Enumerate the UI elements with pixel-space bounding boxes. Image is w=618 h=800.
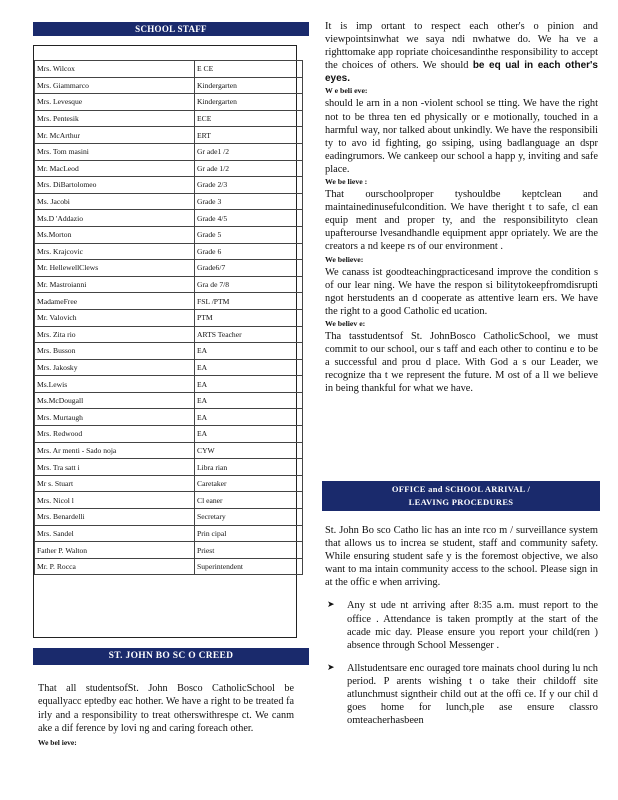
staff-row: [35, 492, 303, 509]
staff-row: [35, 542, 303, 559]
office-bullet: [325, 599, 598, 651]
staff-name: Mrs. Busson: [35, 343, 195, 360]
staff-role: Secretary: [195, 509, 303, 526]
office-title-line-2: LEAVING PROCEDURES: [408, 497, 514, 507]
staff-name: Mrs. Redwood: [35, 426, 195, 443]
staff-role: Grade 6: [195, 243, 303, 260]
staff-name: Father P. Walton: [35, 542, 195, 559]
staff-row: [35, 177, 303, 194]
office-bullet-text: Allstudentsare enc ouraged tore mainats chool during lu nch period. P arents wishing t o take their childoff site atlunchmust signtheir child out at the offi ce. If y our chil d goes home for lunch,ple ase ensure classro omteacherhasbeen: [347, 662, 598, 727]
staff-role: Priest: [195, 542, 303, 559]
staff-name: Mr. McArthur: [35, 127, 195, 144]
staff-role: EA: [195, 426, 303, 443]
staff-table: [34, 60, 303, 575]
staff-row: [35, 61, 303, 78]
belief-label-3: We believe:: [325, 254, 364, 264]
creed-we-believe-label: We bel ieve:: [38, 737, 77, 747]
staff-role: EA: [195, 343, 303, 360]
staff-name: Mrs. Pentesik: [35, 110, 195, 127]
staff-role: Caretaker: [195, 475, 303, 492]
staff-role: ARTS Teacher: [195, 326, 303, 343]
staff-row: [35, 459, 303, 476]
staff-name: Mrs. Nicol l: [35, 492, 195, 509]
staff-name: Mrs. Jakosky: [35, 359, 195, 376]
staff-name: Ms.Morton: [35, 226, 195, 243]
staff-role: Libra rian: [195, 459, 303, 476]
staff-row: [35, 426, 303, 443]
creed-paragraph: [38, 682, 294, 749]
staff-role: Grade 4/5: [195, 210, 303, 227]
staff-row: [35, 160, 303, 177]
staff-name: Mrs. Tom masini: [35, 143, 195, 160]
staff-role: EA: [195, 359, 303, 376]
staff-row: [35, 409, 303, 426]
staff-name: Mrs. Murtaugh: [35, 409, 195, 426]
staff-row: [35, 392, 303, 409]
staff-row: [35, 475, 303, 492]
staff-role: Kindergarten: [195, 77, 303, 94]
belief-text-2: That ourschoolproper tyshouldbe keptclean and maintainedinusefulcondition. We have theright t to safe, cl ean equip ment and proper ty, and the responsibilityto clean upafterourse lvesandhandle equipment appr opriately. We are the creators a nd keepe rs of our environment .: [325, 189, 598, 253]
staff-role: Grade 5: [195, 226, 303, 243]
staff-role: Grade6/7: [195, 260, 303, 277]
staff-role: Grade 3: [195, 193, 303, 210]
staff-name: Mrs. Krajcovic: [35, 243, 195, 260]
arrow-bullet-icon: ➤: [327, 600, 335, 611]
staff-name: Mr. P. Rocca: [35, 558, 195, 575]
staff-role: ECE: [195, 110, 303, 127]
staff-role: Gr ade1 /2: [195, 143, 303, 160]
staff-role: Superintendent: [195, 558, 303, 575]
staff-role: Cl eaner: [195, 492, 303, 509]
office-bullet-text: Any st ude nt arriving after 8:35 a.m. must report to the office . Attendance is taken promptly at the start of the acade mic day. Please ensure you report your child(ren ) absence through School Messenger .: [347, 600, 598, 651]
staff-role: Grade 2/3: [195, 177, 303, 194]
staff-row: [35, 525, 303, 542]
arrow-bullet-icon: ➤: [327, 662, 335, 673]
staff-row: [35, 326, 303, 343]
staff-row: [35, 94, 303, 111]
belief-label-1: W e beli eve:: [325, 86, 368, 96]
staff-role: EA: [195, 392, 303, 409]
staff-row: [35, 226, 303, 243]
school-staff-title: SCHOOL STAFF: [33, 22, 309, 36]
staff-role: EA: [195, 376, 303, 393]
staff-name: Ms. Jacobi: [35, 193, 195, 210]
staff-name: Mrs. Giammarco: [35, 77, 195, 94]
office-procedures-title: [322, 481, 600, 511]
staff-row: [35, 110, 303, 127]
staff-name: Mr. HellewellClews: [35, 260, 195, 277]
beliefs-section: [325, 20, 598, 395]
staff-row: [35, 210, 303, 227]
staff-name: Mrs. Ar menti - Sado noja: [35, 442, 195, 459]
staff-row: [35, 376, 303, 393]
staff-name: Mr s. Stuart: [35, 475, 195, 492]
staff-role: Gr ade 1/2: [195, 160, 303, 177]
staff-row: [35, 343, 303, 360]
creed-title: ST. JOHN BO SC O CREED: [33, 648, 309, 665]
belief-text-3: We canass ist goodteachingpracticesand improve the condition s of our lear ning. We have the respon si bilitytokeepfromdisrupti ngot herstudents an d cooperate as attentive learn ers. We have the right to a good Catholic ed ucation.: [325, 266, 598, 317]
staff-row: [35, 77, 303, 94]
staff-role: ERT: [195, 127, 303, 144]
staff-row: [35, 442, 303, 459]
staff-role: Gra de 7/8: [195, 276, 303, 293]
staff-name: Ms.McDougall: [35, 392, 195, 409]
staff-row: [35, 558, 303, 575]
respect-text: It is imp ortant to respect each other's o pinion and viewpointsinwhat we saya ndi nwhatwe do. We ha ve a righttomake app ropriate choicesandinthe responsibility to accept the choices of others. We should: [325, 21, 598, 72]
staff-name: Mr. Mastroianni: [35, 276, 195, 293]
office-intro: St. John Bo sco Catho lic has an inte rco m / surveillance system that allows us to increa se student, staff and community safety. While ensuring student safe y is the foremost objective, we also want to ma intain community access to the school. Please sign in at the offic e when arriving.: [325, 525, 598, 589]
staff-role: Kindergarten: [195, 94, 303, 111]
staff-name: Mrs. Sandel: [35, 525, 195, 542]
staff-row: [35, 359, 303, 376]
staff-name: Mrs. DiBartolomeo: [35, 177, 195, 194]
staff-name: MadameFree: [35, 293, 195, 310]
belief-text-1: should le arn in a non -violent school se tting. We have the right not to be threa ten ed physically or e motionally, touched in a harmful way, nor talked about unkindly. We have the responsibili ty to avo id fighting, go ssiping, using badlanguage an dspr eadingrumors. We cankeep our school a happ y, inviting and safe place.: [325, 98, 598, 175]
staff-name: Mrs. Levesque: [35, 94, 195, 111]
staff-row: [35, 509, 303, 526]
belief-label-2: We be lieve :: [325, 177, 368, 187]
staff-role: E CE: [195, 61, 303, 78]
staff-row: [35, 193, 303, 210]
belief-label-4: We believ e:: [325, 318, 366, 328]
staff-row: [35, 276, 303, 293]
equal-emphasis: be eq ual in each other's eyes.: [325, 60, 598, 85]
staff-name: Ms.Lewis: [35, 376, 195, 393]
belief-text-4: Tha tasstudentsof St. JohnBosco CatholicSchool, we must commit to our school, our s taff and each other to continu e to be a successful and prou d place. With God a s our Leader, we recognize tha t we represent the future. M ost of a ll we believe in being thankful for what we have.: [325, 330, 598, 395]
staff-role: Prin cipal: [195, 525, 303, 542]
staff-name: Mrs. Tra satt i: [35, 459, 195, 476]
staff-table-frame: [33, 45, 297, 638]
office-procedures: [325, 524, 598, 727]
office-bullet: [325, 662, 598, 727]
office-title-line-1: OFFICE and SCHOOL ARRIVAL /: [391, 484, 531, 494]
staff-name: Mrs. Zita rio: [35, 326, 195, 343]
staff-name: Mrs. Wilcox: [35, 61, 195, 78]
staff-row: [35, 143, 303, 160]
staff-role: EA: [195, 409, 303, 426]
staff-name: Mr. Valovich: [35, 309, 195, 326]
staff-name: Mr. MacLeod: [35, 160, 195, 177]
respect-paragraph: [325, 20, 598, 85]
staff-role: PTM: [195, 309, 303, 326]
staff-row: [35, 309, 303, 326]
creed-text: That all studentsofSt. John Bosco CatholicSchool be equallyacc eptedby eac hother. We have a right to be treated fa irly and a responsibility to treat otherswithrespe ct. We canm ake a dif ference by lovi ng and caring foreach other.: [38, 683, 294, 735]
staff-row: [35, 260, 303, 277]
staff-row: [35, 127, 303, 144]
staff-row: [35, 243, 303, 260]
staff-row: [35, 293, 303, 310]
staff-name: Mrs. Benardelli: [35, 509, 195, 526]
staff-name: Ms.D 'Addazio: [35, 210, 195, 227]
staff-role: FSL /PTM: [195, 293, 303, 310]
staff-role: CYW: [195, 442, 303, 459]
